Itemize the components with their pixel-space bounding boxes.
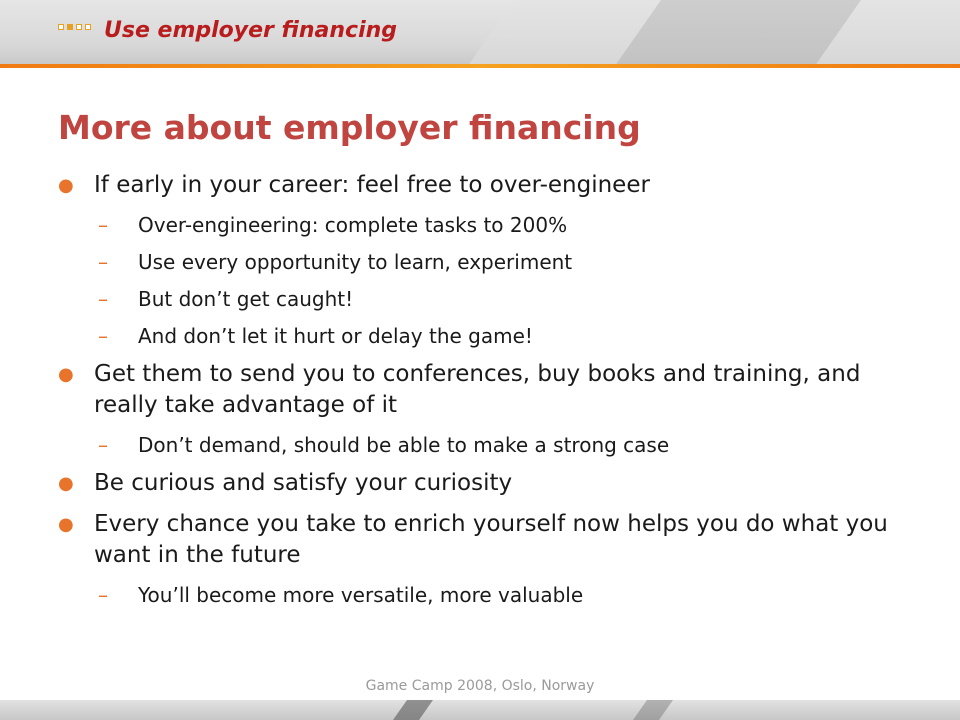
bullet-text: Get them to send you to conferences, buy books and training, and really take advantage of it [94, 361, 861, 418]
bullet-item [58, 509, 898, 571]
progress-square-icon [76, 24, 82, 30]
dash-bullet-icon: – [98, 250, 108, 274]
footer-band [0, 700, 960, 720]
sub-bullet-text: Use every opportunity to learn, experiment [138, 250, 573, 274]
section-title: Use employer financing [104, 18, 398, 43]
footer-text: Game Camp 2008, Oslo, Norway [365, 678, 595, 694]
sub-bullet-item [58, 432, 898, 458]
sub-bullet-text: Don’t demand, should be able to make a strong case [138, 433, 670, 457]
sub-bullet-text: And don’t let it hurt or delay the game! [138, 324, 533, 348]
section-progress-icon [58, 24, 91, 30]
progress-square-icon [58, 24, 64, 30]
bullet-text: Be curious and satisfy your curiosity [94, 470, 513, 496]
slide-title: More about employer financing [58, 108, 641, 147]
dash-bullet-icon: – [98, 583, 108, 607]
dash-bullet-icon: – [98, 213, 108, 237]
sub-bullet-text: You’ll become more versatile, more valuable [138, 583, 584, 607]
bullet-text: If early in your career: feel free to over-engineer [94, 172, 650, 198]
progress-square-icon [85, 24, 91, 30]
bullet-dot-icon: ● [58, 514, 74, 535]
bullet-list [58, 170, 898, 608]
bullet-dot-icon: ● [58, 175, 74, 196]
bullet-text: Every chance you take to enrich yourself now helps you do what you want in the future [94, 511, 888, 568]
footer-stripe-decoration [386, 700, 440, 720]
sub-bullet-item [58, 249, 898, 275]
header-accent-rule [0, 64, 960, 68]
bullet-item [58, 170, 898, 201]
progress-square-active-icon [67, 24, 73, 30]
sub-bullet-item [58, 582, 898, 608]
dash-bullet-icon: – [98, 287, 108, 311]
sub-bullet-text: But don’t get caught! [138, 287, 354, 311]
bullet-dot-icon: ● [58, 473, 74, 494]
sub-bullet-text: Over-engineering: complete tasks to 200% [138, 213, 568, 237]
dash-bullet-icon: – [98, 433, 108, 457]
dash-bullet-icon: – [98, 324, 108, 348]
bullet-item [58, 468, 898, 499]
sub-bullet-item [58, 286, 898, 312]
sub-bullet-item [58, 323, 898, 349]
bullet-dot-icon: ● [58, 364, 74, 385]
bullet-item [58, 359, 898, 421]
footer-stripe-decoration [626, 700, 680, 720]
sub-bullet-item [58, 212, 898, 238]
